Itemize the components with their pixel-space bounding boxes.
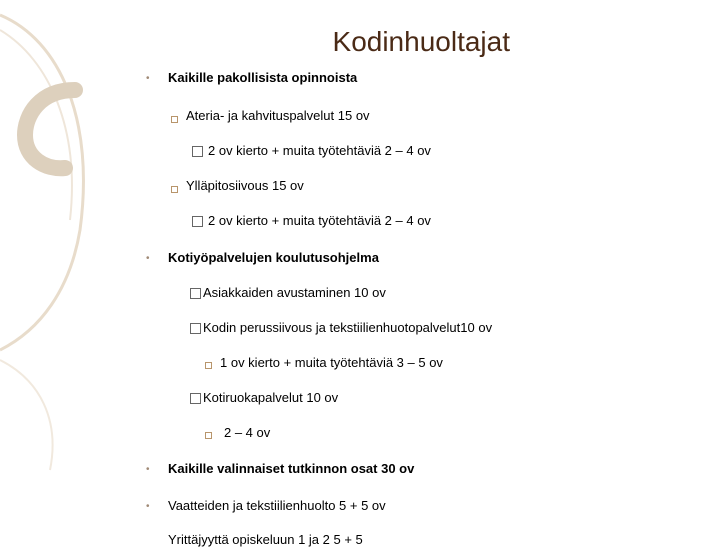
list-item: Kaikille pakollisista opinnoista (168, 70, 358, 85)
checkbox-icon (190, 393, 201, 404)
checkbox-icon (190, 323, 201, 334)
list-item: Ylläpitosiivous 15 ov (186, 178, 304, 193)
bullet-dot: • (146, 253, 150, 264)
bullet-dot: • (146, 501, 150, 512)
checkbox-icon (192, 216, 203, 227)
list-item: Ateria- ja kahvituspalvelut 15 ov (186, 108, 370, 123)
list-item: 2 ov kierto + muita työtehtäviä 2 – 4 ov (208, 143, 431, 158)
list-item: Yrittäjyyttä opiskeluun 1 ja 2 5 + 5 (168, 532, 363, 547)
page-title: Kodinhuoltajat (332, 26, 510, 57)
bullet-square (171, 186, 178, 193)
bullet-dot: • (146, 464, 150, 475)
decorative-swirl (0, 0, 120, 540)
list-item: Kotiyöpalvelujen koulutusohjelma (168, 250, 379, 265)
list-item: Kotiruokapalvelut 10 ov (203, 390, 339, 405)
list-item: Asiakkaiden avustaminen 10 ov (203, 285, 386, 300)
checkbox-icon (192, 146, 203, 157)
list-item: Kaikille valinnaiset tutkinnon osat 30 ov (168, 461, 415, 476)
bullet-square (205, 362, 212, 369)
list-item: Vaatteiden ja tekstiilienhuolto 5 + 5 ov (168, 498, 386, 513)
bullet-dot: • (146, 73, 150, 84)
checkbox-icon (190, 288, 201, 299)
list-item: 2 ov kierto + muita työtehtäviä 2 – 4 ov (208, 213, 431, 228)
list-item: 2 – 4 ov (224, 425, 271, 440)
list-item: Kodin perussiivous ja tekstiilienhuotopalvelut10 ov (203, 320, 493, 335)
list-item: 1 ov kierto + muita työtehtäviä 3 – 5 ov (220, 355, 443, 370)
bullet-square (171, 116, 178, 123)
bullet-square (205, 432, 212, 439)
